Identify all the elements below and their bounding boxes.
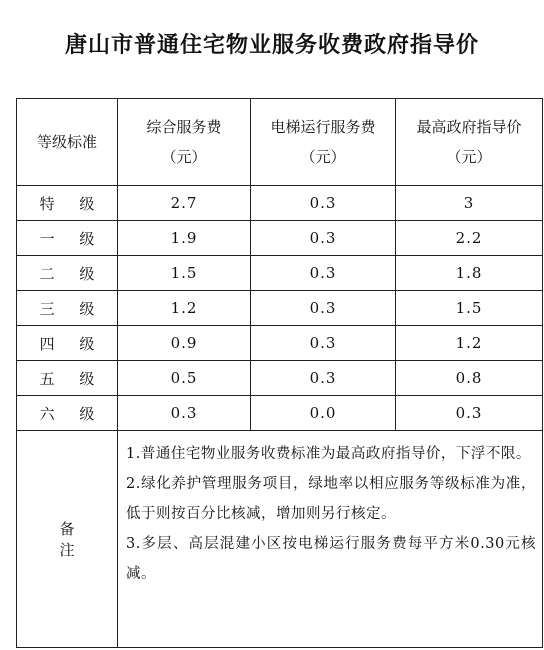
header-grade: 等级标准 (17, 99, 118, 186)
table-row (17, 291, 543, 326)
comprehensive-cell: 0.5 (118, 361, 251, 396)
grade-cell: 六 级 (17, 396, 118, 431)
fee-table (16, 98, 543, 648)
max-price-cell: 3 (396, 186, 543, 221)
grade-cell: 特 级 (17, 186, 118, 221)
comprehensive-cell: 2.7 (118, 186, 251, 221)
grade-cell: 四 级 (17, 326, 118, 361)
elevator-cell: 0.0 (251, 396, 396, 431)
document-title: 唐山市普通住宅物业服务收费政府指导价 (64, 32, 479, 58)
header-comprehensive-unit: （元） (161, 148, 207, 166)
table-row (17, 186, 543, 221)
max-price-cell: 1.2 (396, 326, 543, 361)
header-comprehensive (118, 99, 251, 186)
comprehensive-cell: 0.9 (118, 326, 251, 361)
elevator-cell: 0.3 (251, 361, 396, 396)
max-price-cell: 1.8 (396, 256, 543, 291)
header-max-price (396, 99, 543, 186)
max-price-cell: 0.3 (396, 396, 543, 431)
header-elevator-label: 电梯运行服务费 (270, 118, 376, 136)
table-row (17, 396, 543, 431)
max-price-cell: 2.2 (396, 221, 543, 256)
table-row (17, 326, 543, 361)
header-elevator-unit: （元） (300, 148, 346, 166)
grade-cell: 二 级 (17, 256, 118, 291)
header-comprehensive-label: 综合服务费 (146, 118, 222, 136)
max-price-cell: 0.8 (396, 361, 543, 396)
remark-note-2: 2.绿化养护管理服务项目，绿地率以相应服务等级标准为准，低于则按百分比核减，增加则另行核定。 (126, 476, 536, 522)
header-max-price-label: 最高政府指导价 (416, 118, 522, 136)
table-row (17, 256, 543, 291)
table-row (17, 221, 543, 256)
elevator-cell: 0.3 (251, 256, 396, 291)
grade-cell: 五 级 (17, 361, 118, 396)
comprehensive-cell: 1.2 (118, 291, 251, 326)
comprehensive-cell: 1.5 (118, 256, 251, 291)
elevator-cell: 0.3 (251, 291, 396, 326)
header-max-price-unit: （元） (446, 148, 492, 166)
remarks-row (17, 431, 543, 648)
elevator-cell: 0.3 (251, 221, 396, 256)
elevator-cell: 0.3 (251, 186, 396, 221)
max-price-cell: 1.5 (396, 291, 543, 326)
grade-cell: 一 级 (17, 221, 118, 256)
header-row (17, 99, 543, 186)
table-row (17, 361, 543, 396)
remarks-label: 备 注 (17, 431, 118, 648)
grade-cell: 三 级 (17, 291, 118, 326)
elevator-cell: 0.3 (251, 326, 396, 361)
comprehensive-cell: 0.3 (118, 396, 251, 431)
comprehensive-cell: 1.9 (118, 221, 251, 256)
remark-note-1: 1.普通住宅物业服务收费标准为最高政府指导价，下浮不限。 (126, 446, 531, 462)
header-elevator (251, 99, 396, 186)
remarks-content (118, 431, 543, 648)
remark-note-3: 3.多层、高层混建小区按电梯运行服务费每平方米0.30元核减。 (126, 536, 536, 582)
